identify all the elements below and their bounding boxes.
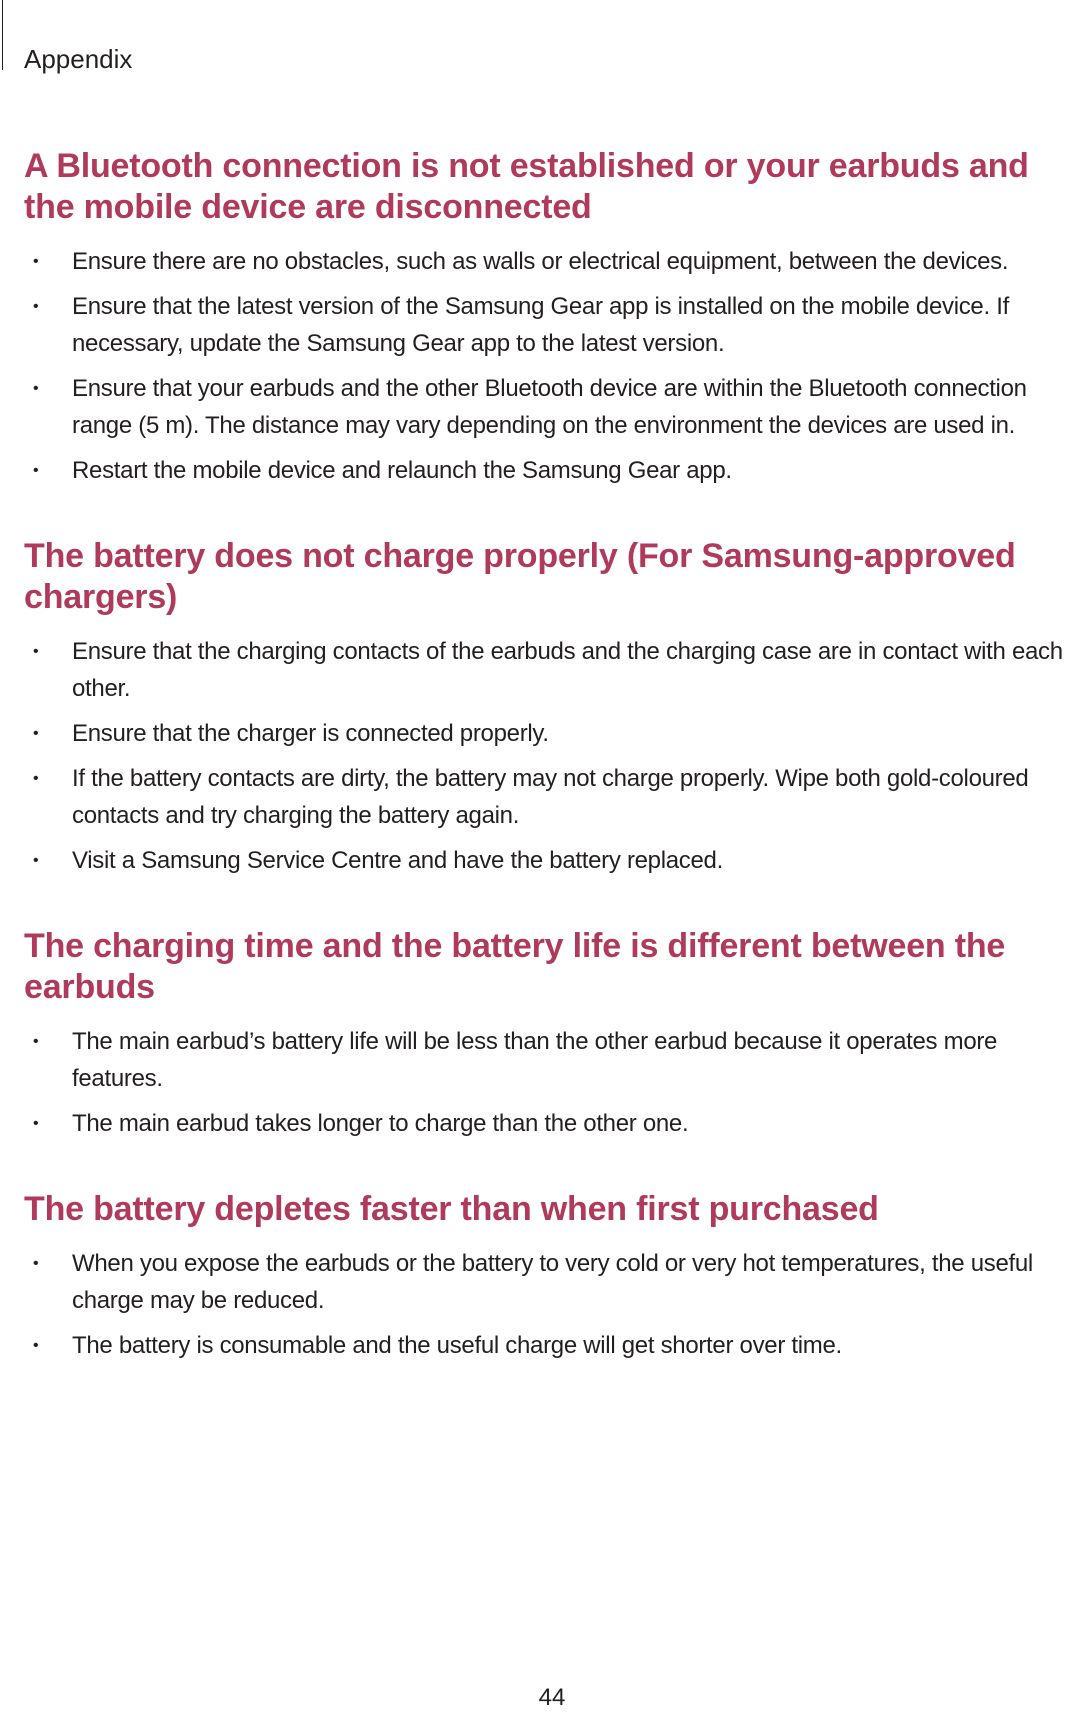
section-title: The battery does not charge properly (For Samsung-approved chargers) (24, 537, 1016, 616)
page-content (24, 146, 1070, 1411)
section-battery-not-charging (24, 536, 1070, 879)
list-item-text: Visit a Samsung Service Centre and have the battery replaced. (72, 847, 723, 874)
bullet-icon: • (33, 298, 39, 315)
section-bluetooth-connection (24, 146, 1070, 489)
bullet-list (24, 243, 1070, 489)
bullet-icon: • (33, 1115, 39, 1132)
list-item-text: Restart the mobile device and relaunch the Samsung Gear app. (72, 457, 732, 484)
list-item-text: Ensure there are no obstacles, such as walls or electrical equipment, between the devices. (72, 248, 1009, 275)
running-header: Appendix (24, 44, 133, 74)
list-item (24, 760, 1070, 834)
list-item (24, 1327, 1070, 1364)
list-item (24, 715, 1070, 752)
list-item-text: Ensure that the charging contacts of the earbuds and the charging case are in contact with each other. (72, 638, 1063, 702)
list-item (24, 633, 1070, 707)
list-item (24, 370, 1070, 444)
section-title: A Bluetooth connection is not established or your earbuds and the mobile device are disconnected (24, 147, 1029, 226)
list-item (24, 1245, 1070, 1319)
bullet-icon: • (33, 1255, 39, 1272)
section-title: The charging time and the battery life is different between the earbuds (24, 927, 1006, 1006)
bullet-icon: • (33, 852, 39, 869)
list-item (24, 1023, 1070, 1097)
bullet-icon: • (33, 1033, 39, 1050)
bullet-list (24, 633, 1070, 879)
list-item-text: Ensure that the latest version of the Samsung Gear app is installed on the mobile device. If necessary, update the Samsung Gear app to the latest version. (72, 293, 1009, 357)
margin-rule (2, 0, 3, 70)
bullet-icon: • (33, 380, 39, 397)
bullet-list (24, 1245, 1070, 1364)
list-item-text: When you expose the earbuds or the battery to very cold or very hot temperatures, the useful charge may be reduced. (72, 1250, 1033, 1314)
bullet-list (24, 1023, 1070, 1142)
page-number: 44 (538, 1684, 566, 1711)
list-item (24, 452, 1070, 489)
list-item (24, 842, 1070, 879)
bullet-icon: • (33, 725, 39, 742)
list-item-text: If the battery contacts are dirty, the battery may not charge properly. Wipe both gold-coloured contacts and try charging the battery again. (72, 765, 1029, 829)
list-item-text: The main earbud takes longer to charge than the other one. (72, 1110, 689, 1137)
list-item-text: Ensure that the charger is connected properly. (72, 720, 549, 747)
list-item (24, 288, 1070, 362)
list-item (24, 1105, 1070, 1142)
bullet-icon: • (33, 253, 39, 270)
bullet-icon: • (33, 770, 39, 787)
section-battery-depletes (24, 1189, 1070, 1364)
list-item-text: Ensure that your earbuds and the other Bluetooth device are within the Bluetooth connection range (5 m). The distance may vary depending on the environment the devices are used in. (72, 375, 1027, 439)
list-item-text: The main earbud’s battery life will be less than the other earbud because it operates more features. (72, 1028, 998, 1092)
list-item (24, 243, 1070, 280)
section-charging-time-differs (24, 926, 1070, 1142)
bullet-icon: • (33, 643, 39, 660)
section-title: The battery depletes faster than when first purchased (24, 1190, 879, 1228)
bullet-icon: • (33, 462, 39, 479)
bullet-icon: • (33, 1337, 39, 1354)
list-item-text: The battery is consumable and the useful charge will get shorter over time. (72, 1332, 842, 1359)
